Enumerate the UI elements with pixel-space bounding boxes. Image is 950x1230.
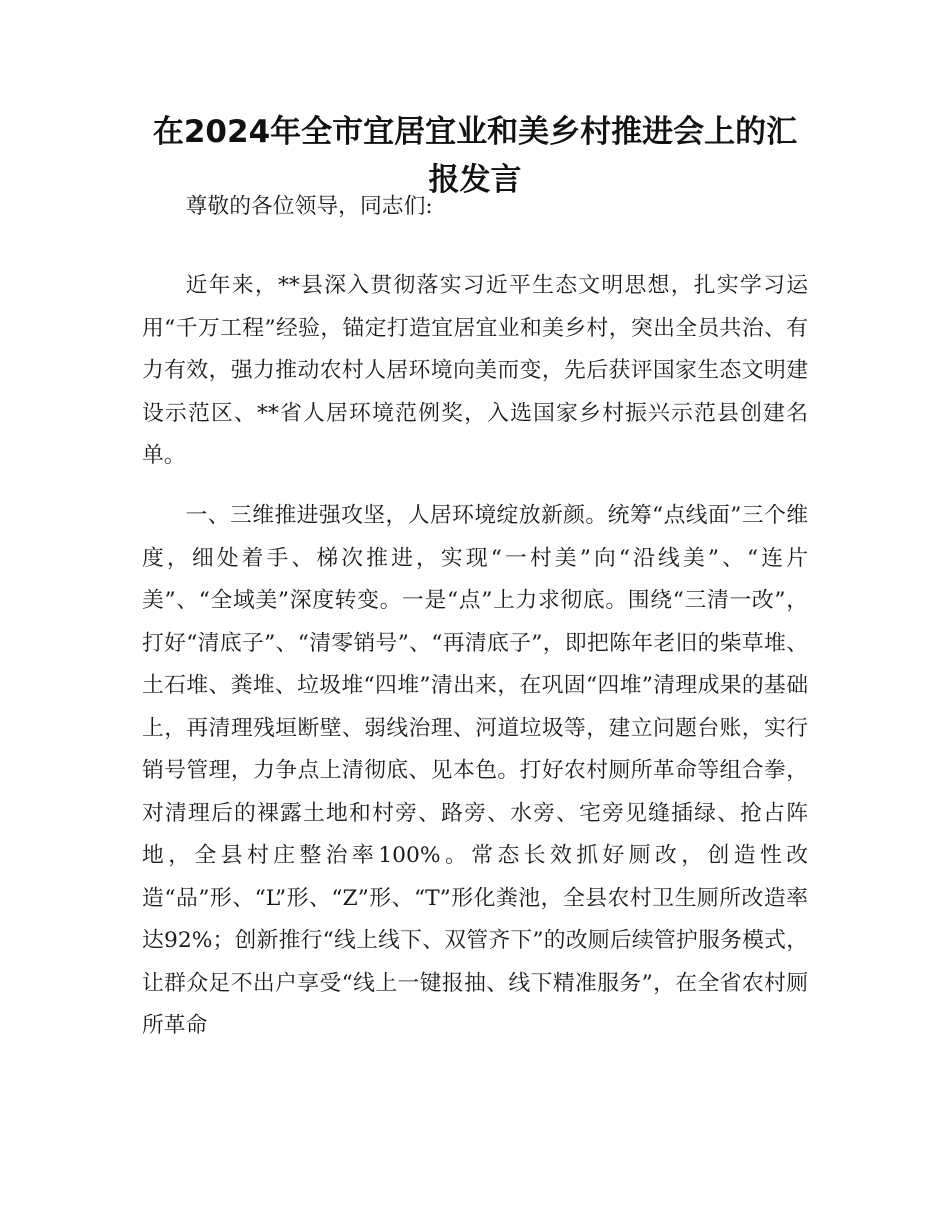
paragraph-section-one: 一、三维推进强攻坚，人居环境绽放新颜。统筹“点线面”三个维度，细处着手、梯次推进，实现“一村美”向“沿线美”、“连片美”、“全域美”深度转变。一是“点”上力求彻底。围绕“三清一改”，打好“清底子”、“清零销号”、“再清底子”，即把陈年老旧的柴草堆、土石堆、粪堆、垃圾堆“四堆”清出来，在巩固“四堆”清理成果的基础上，再清理残垣断壁、弱线治理、河道垃圾等，建立问题台账，实行销号管理，力争点上清彻底、见本色。打好农村厕所革命等组合拳，对清理后的裸露土地和村旁、路旁、水旁、宅旁见缝插绿、抢占阵地，全县村庄整治率100%。常态长效抓好厕改，创造性改造“品”形、“L”形、“Z”形、“T”形化粪池，全县农村卫生厕所改造率达92%；创新推行“线上线下、双管齐下”的改厕后续管护服务模式，让群众足不出户享受“线上一键报抽、线下精准服务”，在全省农村厕所革命: [142, 503, 808, 1038]
paragraph-intro: 近年来，**县深入贯彻落实习近平生态文明思想，扎实学习运用“千万工程”经验，锚定打造宜居宜业和美乡村，突出全员共治、有力有效，强力推动农村人居环境向美而变，先后获评国家生态文明建设示范区、**省人居环境范例奖，入选国家乡村振兴示范县创建名单。: [142, 273, 808, 468]
salutation: 尊敬的各位领导，同志们:: [185, 194, 433, 219]
document-title: 在2024年全市宜居宜业和美乡村推进会上的汇报发言: [152, 114, 798, 198]
